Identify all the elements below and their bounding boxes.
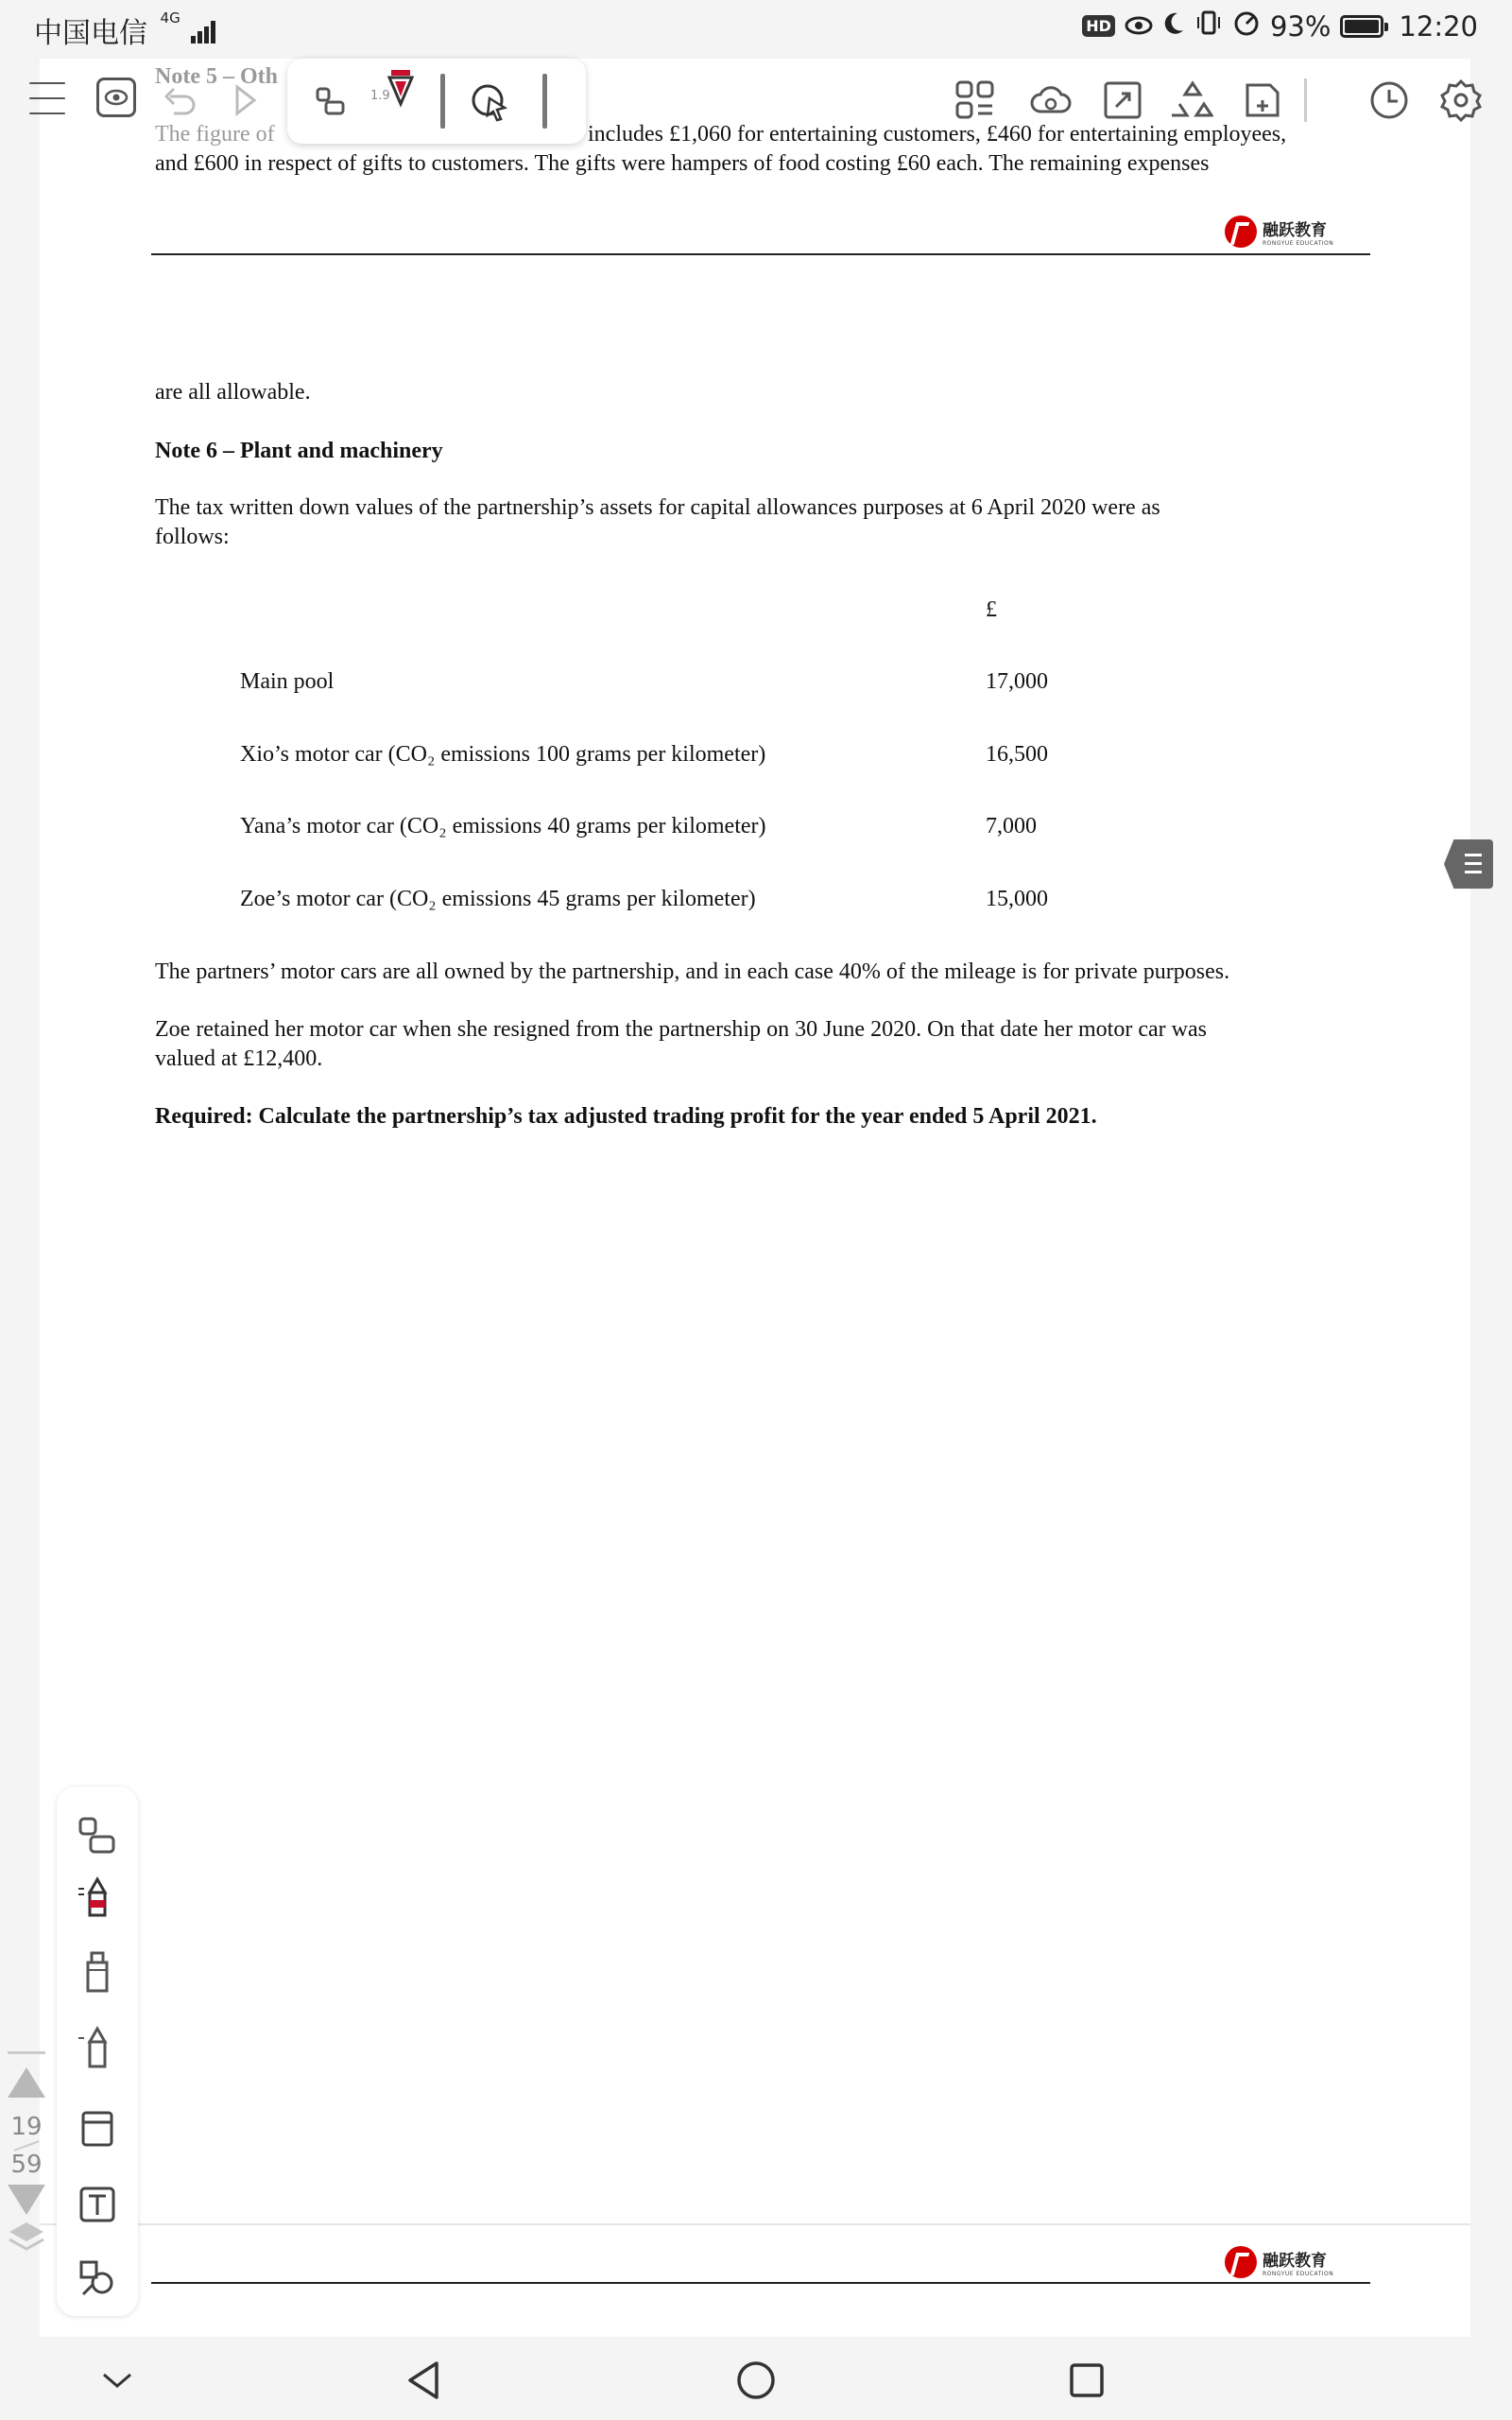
navigation-bar [0, 2337, 1512, 2420]
required-statement: Required: Calculate the partnership’s tax adjusted trading profit for the year ended 5 April 2021. [155, 1104, 1097, 1129]
network-type: 4G [160, 9, 180, 26]
asset-label-main-pool: Main pool [240, 669, 335, 694]
settings-icon[interactable] [1438, 78, 1484, 123]
pencil-icon[interactable] [75, 2029, 120, 2074]
hd-icon: HD [1082, 15, 1115, 37]
asset-value-yana-car: 7,000 [986, 814, 1037, 838]
header-rule [151, 253, 1370, 255]
redo-icon[interactable] [223, 78, 268, 123]
rongyue-logo-icon [1225, 216, 1257, 248]
toolbar-divider [1302, 78, 1308, 123]
eye-icon [1125, 10, 1153, 43]
text-box-icon[interactable] [75, 2182, 120, 2227]
eraser-icon[interactable] [75, 2106, 120, 2152]
asset-label-yana-car: Yana’s motor car (CO₂ emissions 40 grams per kilometer) [240, 814, 766, 838]
fountain-pen-icon[interactable] [75, 1879, 120, 1925]
status-icons [1082, 9, 1478, 43]
asset-value-xio-car: 16,500 [986, 742, 1048, 767]
intro-line2: follows: [155, 525, 230, 549]
switch-tool-icon[interactable] [308, 79, 353, 125]
current-page: 19 [10, 2113, 43, 2141]
para-zoe-line2: valued at £12,400. [155, 1046, 323, 1071]
layers-icon[interactable] [0, 2219, 53, 2260]
clock: 12:20 [1399, 9, 1478, 43]
note6-heading: Note 6 – Plant and machinery [155, 439, 443, 463]
fountain-pen-icon[interactable] [378, 66, 423, 112]
logo-cn: 融跃教育 [1263, 2252, 1327, 2271]
home-icon[interactable] [733, 2358, 779, 2403]
note5-line1-right: includes £1,060 for entertaining customers, £460 for entertaining employees, [588, 122, 1287, 147]
note5-heading: Note 5 – Oth [155, 64, 278, 89]
para-private-use: The partners’ motor cars are all owned by the partnership, and in each case 40% of the mileage is for private purposes. [155, 959, 1230, 984]
collapse-chevron-icon[interactable] [94, 2358, 140, 2403]
left-toolbar [57, 1787, 138, 2316]
pill-divider-left [440, 74, 445, 129]
signal-icon [191, 18, 217, 51]
page-navigator [0, 2051, 53, 2335]
asset-label-xio-car: Xio’s motor car (CO₂ emissions 100 grams per kilometer) [240, 742, 766, 767]
note5-line2: and £600 in respect of gifts to customers. The gifts were hampers of food costing £60 each. The remaining expenses [155, 151, 1210, 176]
menu-icon[interactable] [25, 76, 70, 121]
highlighter-icon[interactable] [75, 1953, 120, 1998]
rongyue-logo-icon [1225, 2246, 1257, 2278]
zoom-level: 1.9 [370, 89, 390, 103]
fullscreen-icon[interactable] [1100, 78, 1145, 123]
shapes-icon[interactable] [1170, 78, 1215, 123]
total-pages: 59 [10, 2151, 43, 2179]
undo-icon[interactable] [157, 78, 202, 123]
lasso-icon[interactable] [467, 79, 512, 125]
history-icon[interactable] [1366, 78, 1412, 123]
logo-en: RONGYUE EDUCATION [1263, 240, 1334, 247]
reading-mode-icon[interactable] [96, 78, 136, 117]
status-bar [0, 0, 1512, 59]
next-page-icon[interactable] [8, 2185, 45, 2215]
moon-icon [1162, 10, 1185, 43]
asset-label-zoe-car: Zoe’s motor car (CO₂ emissions 45 grams per kilometer) [240, 887, 756, 911]
battery-icon [1340, 15, 1383, 38]
para-zoe-line1: Zoe retained her motor car when she resigned from the partnership on 30 June 2020. On that date her motor car was [155, 1017, 1207, 1042]
rongyue-logo-bottom [1225, 2246, 1333, 2278]
rongyue-logo [1225, 216, 1333, 248]
switch-tool-icon[interactable] [75, 1813, 120, 1858]
carrier-name: 中国电信 [34, 17, 147, 50]
logo-en: RONGYUE EDUCATION [1263, 2271, 1334, 2277]
side-panel-handle[interactable] [1444, 839, 1493, 889]
shape-recognition-icon[interactable] [75, 2256, 120, 2301]
intro-line1: The tax written down values of the partnership’s assets for capital allowances purposes at 6 April 2020 were as [155, 495, 1160, 520]
currency-header: £ [986, 597, 997, 622]
page-separator [40, 2223, 1470, 2225]
prev-page-icon[interactable] [8, 2067, 45, 2098]
recents-icon[interactable] [1064, 2358, 1109, 2403]
speed-icon [1232, 9, 1261, 43]
note5-line1-left: The figure of [155, 122, 275, 147]
asset-value-zoe-car: 15,000 [986, 887, 1048, 911]
carrier [34, 9, 217, 51]
apps-icon[interactable] [953, 78, 998, 123]
footer-rule [151, 2282, 1370, 2284]
vibrate-icon [1194, 9, 1223, 43]
battery-percent: 93% [1269, 9, 1332, 43]
back-icon[interactable] [401, 2358, 446, 2403]
cloud-sync-icon[interactable] [1028, 78, 1074, 123]
pen-toolbar [287, 59, 586, 144]
pill-divider-right [542, 74, 547, 129]
document-page[interactable] [40, 59, 1470, 2337]
continuation-text: are all allowable. [155, 380, 311, 405]
logo-cn: 融跃教育 [1263, 221, 1327, 240]
add-page-icon[interactable] [1240, 78, 1285, 123]
asset-value-main-pool: 17,000 [986, 669, 1048, 694]
